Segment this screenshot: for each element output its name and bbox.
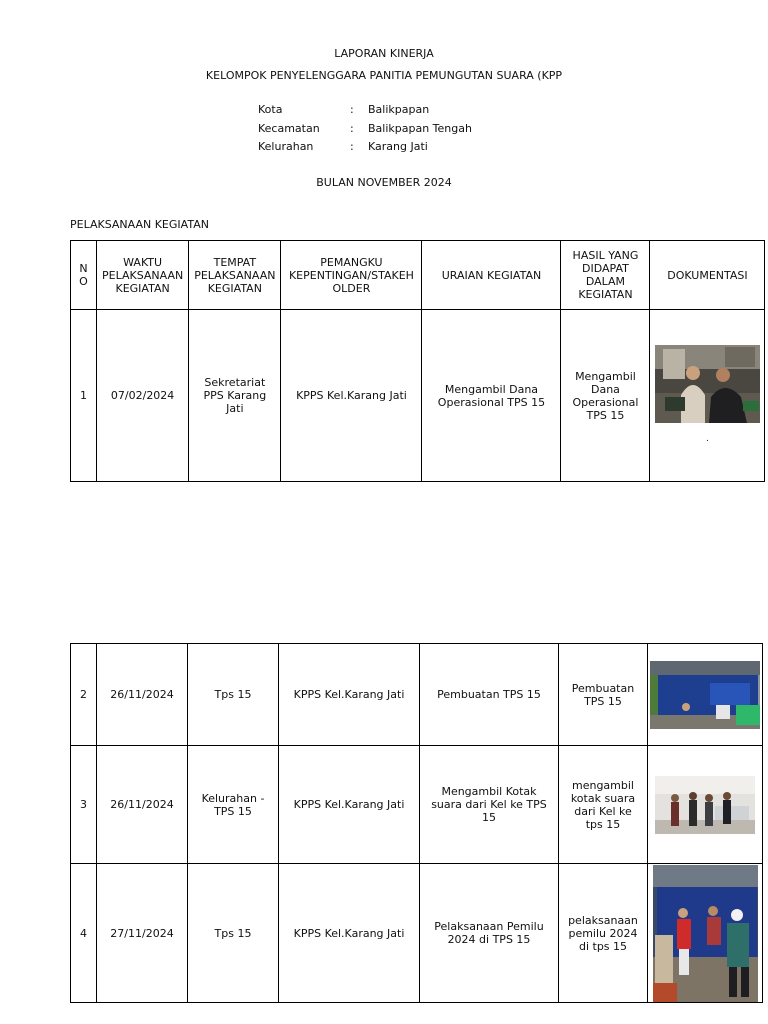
activity-table: [70, 240, 765, 482]
info-label-kelurahan: Kelurahan: [258, 140, 314, 153]
cell-uraian: Mengambil Dana Operasional TPS 15: [422, 310, 561, 482]
cell-pemangku: KPPS Kel.Karang Jati: [281, 310, 422, 482]
cell-uraian: Pelaksanaan Pemilu 2024 di TPS 15: [420, 864, 559, 1003]
cell-pemangku: KPPS Kel.Karang Jati: [279, 644, 420, 746]
cell-pemangku: KPPS Kel.Karang Jati: [279, 746, 420, 864]
header-dokumentasi: DOKUMENTASI: [650, 241, 765, 310]
header-tempat: TEMPAT PELAKSANAAN KEGIATAN: [189, 241, 281, 310]
cell-no: 2: [71, 644, 97, 746]
info-value-kecamatan: Balikpapan Tengah: [368, 122, 472, 135]
cell-hasil: mengambil kotak suara dari Kel ke tps 15: [559, 746, 648, 864]
section-title: PELAKSANAAN KEGIATAN: [70, 218, 209, 231]
cell-waktu: 26/11/2024: [97, 746, 188, 864]
cell-no: 1: [71, 310, 97, 482]
cell-no: 3: [71, 746, 97, 864]
cell-dokumentasi: [648, 864, 763, 1003]
cell-hasil: Pembuatan TPS 15: [559, 644, 648, 746]
info-label-kecamatan: Kecamatan: [258, 122, 320, 135]
cell-tempat: Tps 15: [188, 864, 279, 1003]
header-waktu: WAKTU PELAKSANAAN KEGIATAN: [97, 241, 189, 310]
activity-table-continued: [70, 643, 763, 1003]
cell-uraian: Mengambil Kotak suara dari Kel ke TPS 15: [420, 746, 559, 864]
info-value-kota: Balikpapan: [368, 103, 430, 116]
info-sep: :: [350, 103, 354, 116]
header-uraian: URAIAN KEGIATAN: [422, 241, 561, 310]
header-pemangku: PEMANGKU KEPENTINGAN/STAKEH OLDER: [281, 241, 422, 310]
documentation-photo: [655, 345, 760, 423]
cell-pemangku: KPPS Kel.Karang Jati: [279, 864, 420, 1003]
cell-hasil: Mengambil Dana Operasional TPS 15: [561, 310, 650, 482]
documentation-photo: [655, 776, 755, 834]
header-no: N O: [71, 241, 97, 310]
cell-dokumentasi: [648, 644, 763, 746]
cell-waktu: 26/11/2024: [97, 644, 188, 746]
cell-tempat: Sekretariat PPS Karang Jati: [189, 310, 281, 482]
table-header-row: [71, 241, 765, 310]
cell-waktu: 07/02/2024: [97, 310, 189, 482]
cell-tempat: Kelurahan - TPS 15: [188, 746, 279, 864]
cell-tempat: Tps 15: [188, 644, 279, 746]
info-sep: :: [350, 140, 354, 153]
report-month: BULAN NOVEMBER 2024: [316, 176, 452, 189]
table-row: [71, 310, 765, 482]
photo-caption: .: [706, 434, 709, 444]
table-row: [71, 864, 763, 1003]
cell-waktu: 27/11/2024: [97, 864, 188, 1003]
cell-hasil: pelaksanaan pemilu 2024 di tps 15: [559, 864, 648, 1003]
table-row: [71, 644, 763, 746]
info-value-kelurahan: Karang Jati: [368, 140, 428, 153]
cell-no: 4: [71, 864, 97, 1003]
documentation-photo: [653, 865, 758, 1002]
report-title: LAPORAN KINERJA: [334, 47, 434, 60]
cell-dokumentasi: [650, 310, 765, 482]
header-hasil: HASIL YANG DIDAPAT DALAM KEGIATAN: [561, 241, 650, 310]
cell-uraian: Pembuatan TPS 15: [420, 644, 559, 746]
info-label-kota: Kota: [258, 103, 283, 116]
table-row: [71, 746, 763, 864]
info-sep: :: [350, 122, 354, 135]
documentation-photo: [650, 661, 760, 729]
report-subtitle: KELOMPOK PENYELENGGARA PANITIA PEMUNGUTAN SUARA (KPP: [205, 69, 563, 82]
cell-dokumentasi: [648, 746, 763, 864]
